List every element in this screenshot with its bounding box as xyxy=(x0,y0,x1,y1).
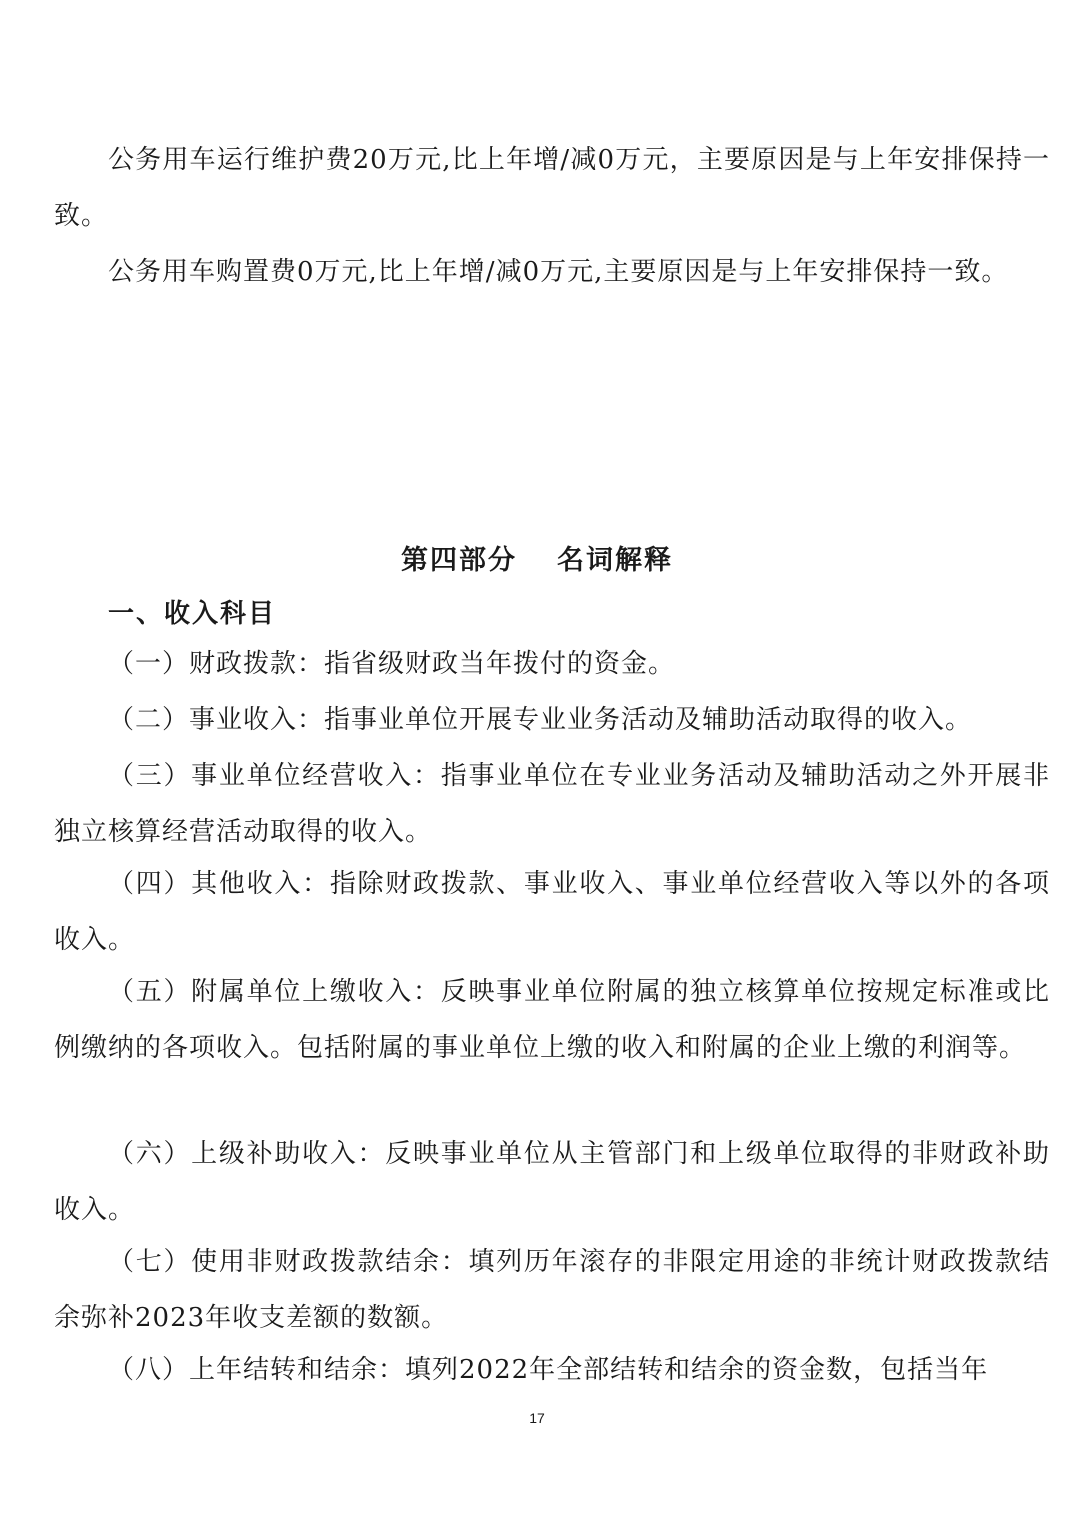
item-superior-subsidy: （六）上级补助收入：反映事业单位从主管部门和上级单位取得的非财政补助收入。 xyxy=(54,1139,1050,1225)
item-fiscal-appropriation: （一）财政拨款：指省级财政当年拨付的资金。 xyxy=(108,649,676,679)
item-affiliated-unit-income: （五）附属单位上缴收入：反映事业单位附属的独立核算单位按规定标准或比例缴纳的各项收入。包括附属的事业单位上缴的收入和附属的企业上缴的利润等。 xyxy=(54,977,1050,1063)
item-operating-income: （三）事业单位经营收入：指事业单位在专业业务活动及辅助活动之外开展非独立核算经营活动取得的收入。 xyxy=(54,761,1050,847)
section-title-name: 名词解释 xyxy=(557,545,673,576)
subsection-title: 一、收入科目 xyxy=(108,599,277,629)
item-prior-year-carryover: （八）上年结转和结余：填列2022年全部结转和结余的资金数，包括当年 xyxy=(108,1355,989,1385)
section-title xyxy=(0,538,1074,577)
item-business-income: （二）事业收入：指事业单位开展专业业务活动及辅助活动取得的收入。 xyxy=(108,705,973,735)
paragraph-vehicle-purchase: 公务用车购置费0万元,比上年增/减0万元,主要原因是与上年安排保持一致。 xyxy=(108,257,1009,287)
item-other-income: （四）其他收入：指除财政拨款、事业收入、事业单位经营收入等以外的各项收入。 xyxy=(54,869,1050,955)
paragraph-vehicle-maintenance: 公务用车运行维护费20万元,比上年增/减0万元，主要原因是与上年安排保持一致。 xyxy=(54,145,1050,231)
page-number: 17 xyxy=(529,1410,545,1426)
item-non-fiscal-balance: （七）使用非财政拨款结余：填列历年滚存的非限定用途的非统计财政拨款结余弥补2023年收支差额的数额。 xyxy=(54,1247,1050,1333)
section-title-part: 第四部分 xyxy=(401,545,517,576)
